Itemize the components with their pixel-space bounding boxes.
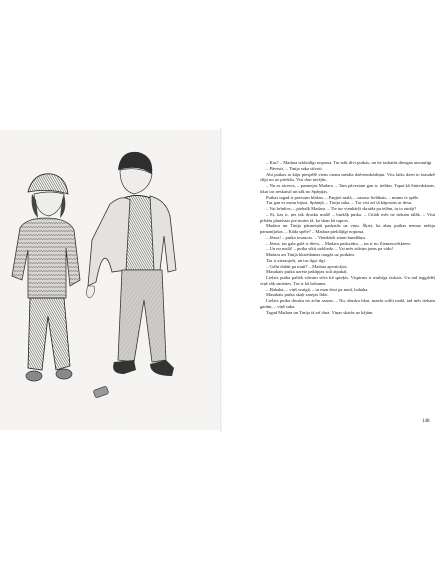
paragraph: – Jēzus! – puika iesaucas. – Vienkārši sitam bundžiņu. xyxy=(266,234,366,240)
left-page xyxy=(0,0,220,588)
paragraph: Masakais puika skaļi smejas līdzi. xyxy=(266,292,329,298)
paragraph: – Nu es atceros, – pasmejas Madara. – Tam pāvestam gan ir, tiešām. Tapat kā Sinterkāanis, tikai tas neskaistī un sāk no Spāņijas. xyxy=(260,183,435,194)
paragraph: Tas ir aizraujoši, un tas ilgst ilgi. xyxy=(266,257,326,263)
paragraph: – Vai brīnītos, – piebalk Madara. – Tie tur vienkārši skraida pa ielām, tu to zināji? xyxy=(266,206,417,211)
paragraph: Puikas tagad ir pavisam blakus. – Paņjiet malā, – uzsauc lielākais, – mums te spēle. xyxy=(266,194,420,200)
paragraph: – Jēzus, tas gala galā ir dievs, – Madara paskaidro, – tas ir no Ziemassvētkiem. xyxy=(266,240,411,246)
paragraph: – Un nu malā! – puika sikti uzkliedz. – Vai mēs sitīsim jums pa vidu! xyxy=(266,246,394,252)
paragraph: Madara un Tinija pārmeiņāt paskatās uz viņu. Šķiet, ka abas puikas nemaz nebija pamanījušas. – Kāda spēle? – Madara pieklājīgi noprasa. xyxy=(260,223,435,234)
page-number: 148 xyxy=(422,419,430,424)
paragraph: Tagad Madara un Tinija tā arī dara. Viņas skatās uz kājām. xyxy=(266,309,374,315)
paragraph: – Ei, kas ir, ņet tak drusku malā! – burkšķ puika. – Citādi mēs ne tiekam tālāk. – Visā pilsētu plaušstas pie mutes tā, ka skan kā rupors. xyxy=(260,211,435,223)
illustration xyxy=(0,130,220,430)
paragraph: Lielais puika paliek stāvam stīvs kā spieķis. Vispirms ir mulsīgs izskats. Un tad ieggrīdēt viņš sāk smieties. Tas ir kā brīnums. xyxy=(260,275,435,286)
paragraph: Tur gan es esmu bijusi, Spānijā, – Tinija saka. – Tur visi arī tā kāpostus ar desu. xyxy=(266,200,413,206)
right-page xyxy=(222,0,441,588)
paragraph: – Grībi dabūt pa mutī? – Madara apvaicājas. xyxy=(266,263,348,269)
paragraph: – Hahaha, – viņš svaigā, – tu man dosi pa mutī, hahaha. xyxy=(266,286,369,292)
paragraph: Lielais puika drusku no acīm asaras. – Nu, drusku tikai, mazās solīti malā, tad mēs tiekam garām, – viņš saka. xyxy=(260,298,435,309)
pencil-drawing-icon xyxy=(0,130,220,430)
paragraph: Madara un Tinija klusēdamas raugās uz puikām. xyxy=(266,252,355,257)
paragraph: – Kas? – Madara izklaidīgi noprasa. Tur nāk divi puikas, un tie izskatās diezgan aizrautīgi. xyxy=(266,160,433,165)
paragraph: – Pāvests, – Tinija saka stīvoti. xyxy=(266,165,323,171)
paragraph: Abi puikas ar kāju piespēlē viens otram metāla dzērienskārbiņu. Viss laiks dzen to ieaudzē slīpi un uz priekšu. Visi dari tavējās. xyxy=(260,171,435,183)
paragraph: Masakais puika uzreiz pakāpjas soli atpakaļ. xyxy=(266,269,348,275)
story-text xyxy=(260,160,435,315)
